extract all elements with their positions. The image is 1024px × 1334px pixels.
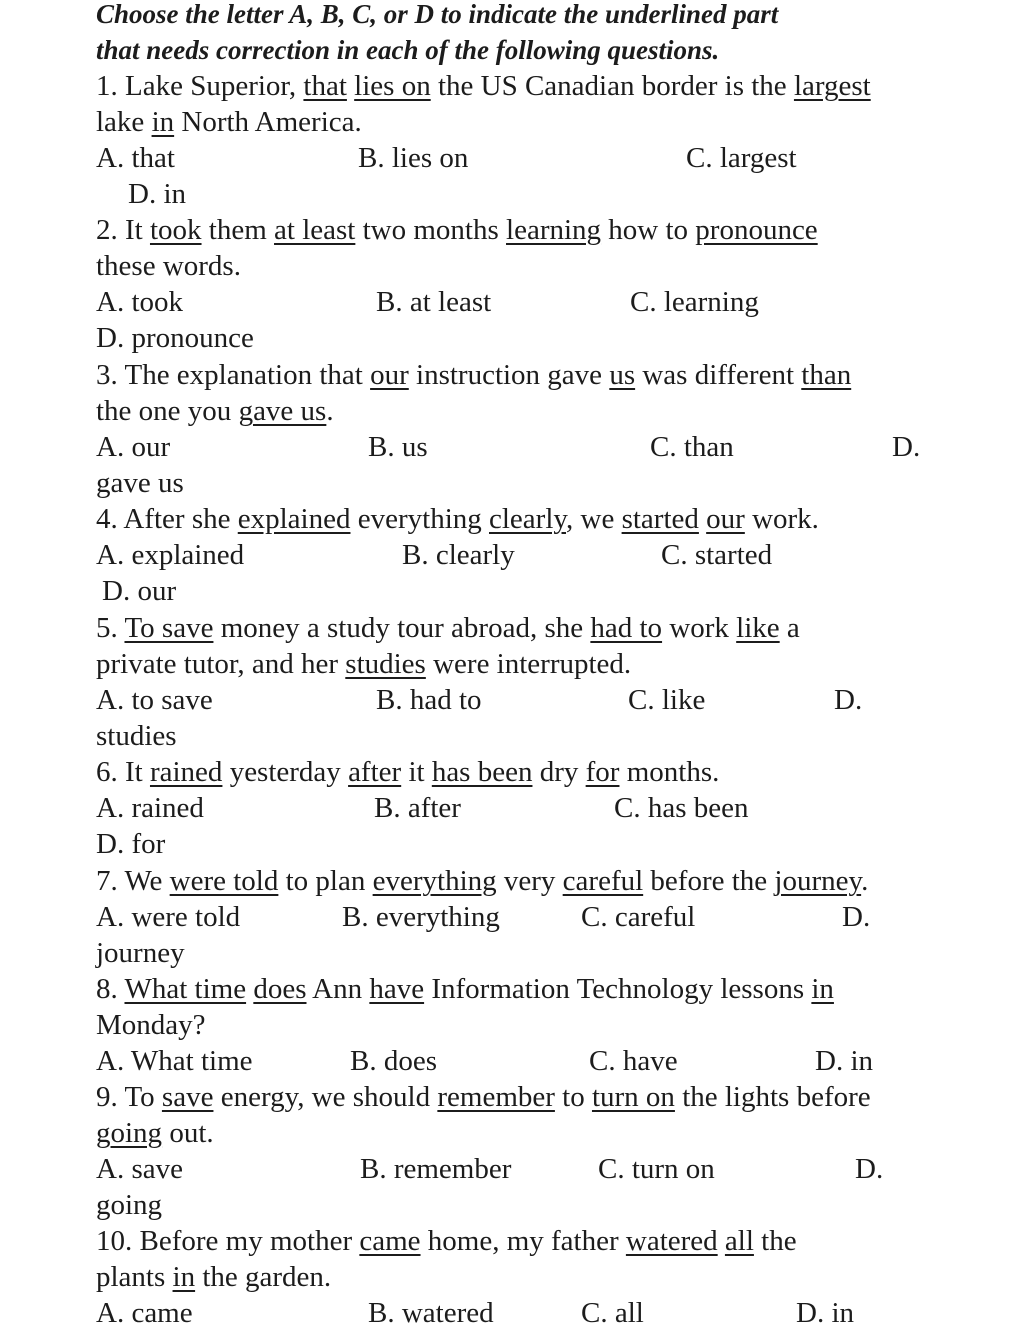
option-c: C. turn on: [598, 1153, 715, 1185]
underlined-part: have: [369, 973, 425, 1005]
underlined-part: than: [801, 359, 852, 391]
option-b: B. remember: [360, 1153, 512, 1185]
instructions-line-1: Choose the letter A, B, C, or D to indicate the underlined part: [96, 0, 779, 29]
underlined-part: careful: [562, 865, 644, 897]
option-b: B. clearly: [402, 539, 515, 571]
underlined-part: studies: [345, 648, 426, 680]
option-b: B. us: [368, 431, 428, 463]
option-a: A. that: [96, 142, 175, 174]
option-b: B. at least: [376, 286, 492, 318]
question-1-line-2: lake in North America.: [96, 106, 362, 138]
underlined-part: at least: [274, 214, 356, 246]
question-3-line-1: 3. The explanation that our instruction gave us was different than: [96, 359, 852, 391]
question-10-line-1: 10. Before my mother came home, my father watered all the: [96, 1225, 797, 1257]
option-a: A. were told: [96, 901, 241, 933]
option-d: D. pronounce: [96, 322, 254, 354]
underlined-part: journey: [774, 865, 862, 897]
underlined-part: has been: [431, 756, 533, 788]
instructions-line-2: that needs correction in each of the following questions.: [96, 35, 720, 65]
option-a: A. took: [96, 286, 183, 318]
underlined-part: rained: [149, 756, 223, 788]
option-a: A. What time: [96, 1045, 253, 1077]
question-7-line-1: 7. We were told to plan everything very careful before the journey.: [96, 865, 869, 897]
option-a: A. explained: [96, 539, 245, 571]
underlined-part: came: [359, 1225, 421, 1257]
underlined-part: had to: [590, 612, 663, 644]
underlined-part: like: [736, 612, 780, 644]
question-3-line-2: the one you gave us.: [96, 395, 334, 427]
underlined-part: lies on: [354, 70, 431, 102]
underlined-part: us: [609, 359, 636, 391]
underlined-part: for: [585, 756, 620, 788]
option-c: C. than: [650, 431, 734, 463]
underlined-part: after: [348, 756, 402, 788]
underlined-part: in: [811, 973, 834, 1005]
option-c: C. like: [628, 684, 706, 716]
option-d: D. for: [96, 828, 166, 860]
option-a: A. to save: [96, 684, 213, 716]
underlined-part: save: [161, 1081, 214, 1113]
underlined-part: remember: [437, 1081, 555, 1113]
option-c: C. started: [661, 539, 773, 571]
question-9-line-2: going out.: [96, 1117, 214, 1149]
underlined-part: started: [621, 503, 699, 535]
option-d: studies: [96, 720, 177, 752]
question-2-line-2: these words.: [96, 250, 241, 282]
option-c: C. learning: [630, 286, 759, 318]
underlined-part: largest: [793, 70, 871, 102]
option-d: D. in: [815, 1045, 873, 1077]
question-8-line-1: 8. What time does Ann have Information Technology lessons in: [96, 973, 834, 1005]
underlined-part: were told: [169, 865, 279, 897]
underlined-part: our: [370, 359, 409, 391]
question-5-line-1: 5. To save money a study tour abroad, she had to work like a: [96, 612, 800, 644]
option-b: B. everything: [342, 901, 500, 933]
option-d: D. our: [102, 575, 177, 607]
underlined-part: What time: [124, 973, 247, 1005]
underlined-part: took: [149, 214, 202, 246]
question-1-line-1: 1. Lake Superior, that lies on the US Canadian border is the largest: [96, 70, 871, 102]
question-10-line-2: plants in the garden.: [96, 1261, 332, 1293]
underlined-part: turn on: [591, 1081, 675, 1113]
underlined-part: clearly: [489, 503, 567, 535]
option-c: C. careful: [581, 901, 696, 933]
underlined-part: in: [172, 1261, 196, 1293]
underlined-part: explained: [237, 503, 351, 535]
option-c: C. has been: [614, 792, 749, 824]
option-d-label: D.: [834, 684, 863, 716]
question-9-line-1: 9. To save energy, we should remember to turn on the lights before: [96, 1081, 871, 1113]
question-4-line-1: 4. After she explained everything clearly, we started our work.: [96, 503, 819, 535]
underlined-part: going: [96, 1117, 163, 1149]
underlined-part: watered: [625, 1225, 718, 1257]
option-a: A. our: [96, 431, 171, 463]
underlined-part: pronounce: [695, 214, 818, 246]
option-b: B. had to: [376, 684, 482, 716]
option-a: A. save: [96, 1153, 183, 1185]
underlined-part: To save: [124, 612, 214, 644]
option-a: A. rained: [96, 792, 204, 824]
underlined-part: learning: [506, 214, 602, 246]
option-d: journey: [96, 937, 185, 969]
option-d-label: D.: [892, 431, 921, 463]
question-2-line-1: 2. It took them at least two months learning how to pronounce: [96, 214, 818, 246]
option-b: B. lies on: [358, 142, 469, 174]
underlined-part: that: [303, 70, 347, 102]
option-b: B. does: [350, 1045, 437, 1077]
underlined-part: gave us: [238, 395, 327, 427]
option-d: D. in: [128, 178, 186, 210]
option-c: C. largest: [686, 142, 797, 174]
option-c: C. all: [581, 1297, 644, 1329]
option-d-label: D.: [842, 901, 871, 933]
option-d: gave us: [96, 467, 184, 499]
option-d-label: D.: [855, 1153, 884, 1185]
option-c: C. have: [589, 1045, 678, 1077]
question-5-line-2: private tutor, and her studies were interrupted.: [96, 648, 632, 680]
option-d: going: [96, 1189, 163, 1221]
option-d: D. in: [796, 1297, 854, 1329]
option-a: A. came: [96, 1297, 193, 1329]
underlined-part: everything: [372, 865, 497, 897]
underlined-part: all: [724, 1225, 754, 1257]
option-b: B. watered: [368, 1297, 494, 1329]
option-b: B. after: [374, 792, 461, 824]
underlined-part: does: [253, 973, 307, 1005]
question-8-line-2: Monday?: [96, 1009, 206, 1041]
question-6-line-1: 6. It rained yesterday after it has been dry for months.: [96, 756, 720, 788]
underlined-part: in: [151, 106, 175, 138]
underlined-part: our: [706, 503, 745, 535]
